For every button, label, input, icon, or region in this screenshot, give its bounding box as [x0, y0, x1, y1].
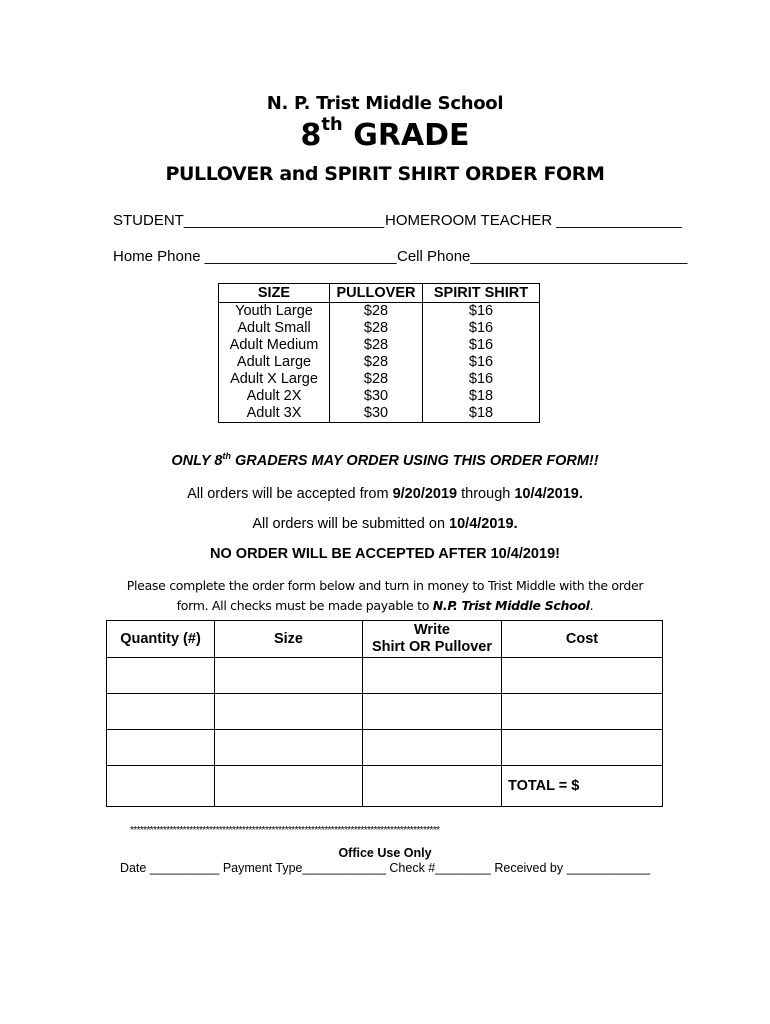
price-row — [219, 371, 540, 388]
submitted-text: All orders will be submitted on — [252, 516, 450, 532]
home-phone-field[interactable]: Home Phone _______________________ — [113, 248, 397, 265]
order-col-write-line-1: Write — [414, 622, 450, 638]
office-use-title: Office Use Only — [338, 846, 432, 860]
price-size: Adult 2X — [219, 388, 330, 405]
student-field[interactable]: STUDENT________________________ — [113, 212, 385, 229]
price-size: Youth Large — [219, 303, 330, 321]
price-table-header — [219, 284, 540, 303]
order-total-row — [107, 766, 663, 807]
price-pullover: $28 — [330, 320, 423, 337]
eligibility-notice — [0, 451, 770, 469]
price-pullover: $28 — [330, 354, 423, 371]
order-row — [107, 658, 663, 694]
price-spirit-shirt: $16 — [423, 354, 540, 371]
order-quantity-cell[interactable] — [107, 730, 215, 766]
price-size: Adult Large — [219, 354, 330, 371]
price-spirit-shirt: $18 — [423, 388, 540, 405]
price-row — [219, 388, 540, 405]
price-table — [218, 283, 540, 423]
order-row — [107, 730, 663, 766]
order-quantity-cell[interactable] — [107, 694, 215, 730]
price-pullover: $28 — [330, 337, 423, 354]
eligibility-suffix: th — [222, 451, 231, 461]
grade-suffix: th — [321, 114, 343, 135]
school-name: N. P. Trist Middle School — [266, 93, 504, 114]
eligibility-text-end: GRADERS MAY ORDER USING THIS ORDER FORM!! — [230, 452, 599, 469]
submitted-date: 10/4/2019. — [449, 516, 518, 532]
accepted-to-date: 10/4/2019. — [514, 486, 583, 502]
grade-word: GRADE — [353, 118, 470, 153]
order-item-cell[interactable] — [363, 694, 502, 730]
accepted-through-text: through — [457, 486, 515, 502]
homeroom-teacher-field[interactable]: HOMEROOM TEACHER _______________ — [385, 212, 682, 229]
order-col-write — [363, 621, 502, 658]
order-size-cell[interactable] — [215, 694, 363, 730]
price-row — [219, 303, 540, 321]
accepted-from-date: 9/20/2019 — [392, 486, 458, 502]
order-col-write-line-2: Shirt OR Pullover — [371, 639, 493, 655]
order-total-cell[interactable] — [502, 766, 663, 807]
order-item-cell[interactable] — [363, 730, 502, 766]
accepted-text: All orders will be accepted from — [187, 486, 393, 502]
total-label: TOTAL = $ — [508, 778, 580, 794]
separator-stars: ********************************************************************************************** — [130, 825, 440, 836]
order-cost-cell[interactable] — [502, 658, 663, 694]
price-row — [219, 320, 540, 337]
order-size-cell[interactable] — [215, 730, 363, 766]
order-quantity-cell[interactable] — [107, 766, 215, 807]
price-row — [219, 354, 540, 371]
price-spirit-shirt: $16 — [423, 337, 540, 354]
order-item-cell[interactable] — [363, 658, 502, 694]
price-pullover: $30 — [330, 388, 423, 405]
office-use-fields: Date __________ Payment Type____________ Check #________ Received by ____________ — [119, 861, 651, 875]
instructions-line-2-text: form. All checks must be made payable to — [176, 598, 433, 613]
deadline-notice: NO ORDER WILL BE ACCEPTED AFTER 10/4/2019! — [210, 546, 560, 562]
price-row — [219, 405, 540, 423]
order-row — [107, 694, 663, 730]
form-title: PULLOVER and SPIRIT SHIRT ORDER FORM — [165, 163, 605, 185]
instructions-line-2-end: . — [589, 598, 594, 613]
order-cost-cell[interactable] — [502, 694, 663, 730]
price-pullover: $28 — [330, 371, 423, 388]
submitted-date-notice — [0, 516, 770, 532]
order-cost-cell[interactable] — [502, 730, 663, 766]
order-table-header — [107, 621, 663, 658]
instructions-line-1: Please complete the order form below and turn in money to Trist Middle with the order — [126, 578, 644, 593]
instructions — [0, 576, 770, 616]
price-pullover: $28 — [330, 303, 423, 321]
price-size: Adult X Large — [219, 371, 330, 388]
order-item-cell[interactable] — [363, 766, 502, 807]
accepted-dates-notice — [0, 486, 770, 502]
price-col-size: SIZE — [219, 284, 330, 303]
price-col-pullover: PULLOVER — [330, 284, 423, 303]
price-size: Adult Medium — [219, 337, 330, 354]
eligibility-text-start: ONLY 8 — [171, 452, 223, 469]
order-col-cost: Cost — [502, 621, 663, 658]
price-spirit-shirt: $16 — [423, 371, 540, 388]
price-spirit-shirt: $18 — [423, 405, 540, 423]
grade-heading — [0, 114, 770, 153]
price-size: Adult 3X — [219, 405, 330, 423]
order-col-quantity: Quantity (#) — [107, 621, 215, 658]
order-size-cell[interactable] — [215, 766, 363, 807]
price-row — [219, 337, 540, 354]
payee-name: N.P. Trist Middle School — [432, 598, 590, 613]
instructions-line-2 — [0, 596, 770, 616]
order-quantity-cell[interactable] — [107, 658, 215, 694]
price-spirit-shirt: $16 — [423, 303, 540, 321]
price-col-spirit-shirt: SPIRIT SHIRT — [423, 284, 540, 303]
cell-phone-field[interactable]: Cell Phone__________________________ — [397, 248, 688, 265]
order-col-size: Size — [215, 621, 363, 658]
price-size: Adult Small — [219, 320, 330, 337]
order-size-cell[interactable] — [215, 658, 363, 694]
grade-number: 8 — [300, 118, 322, 153]
price-spirit-shirt: $16 — [423, 320, 540, 337]
order-table — [106, 620, 663, 807]
price-pullover: $30 — [330, 405, 423, 423]
